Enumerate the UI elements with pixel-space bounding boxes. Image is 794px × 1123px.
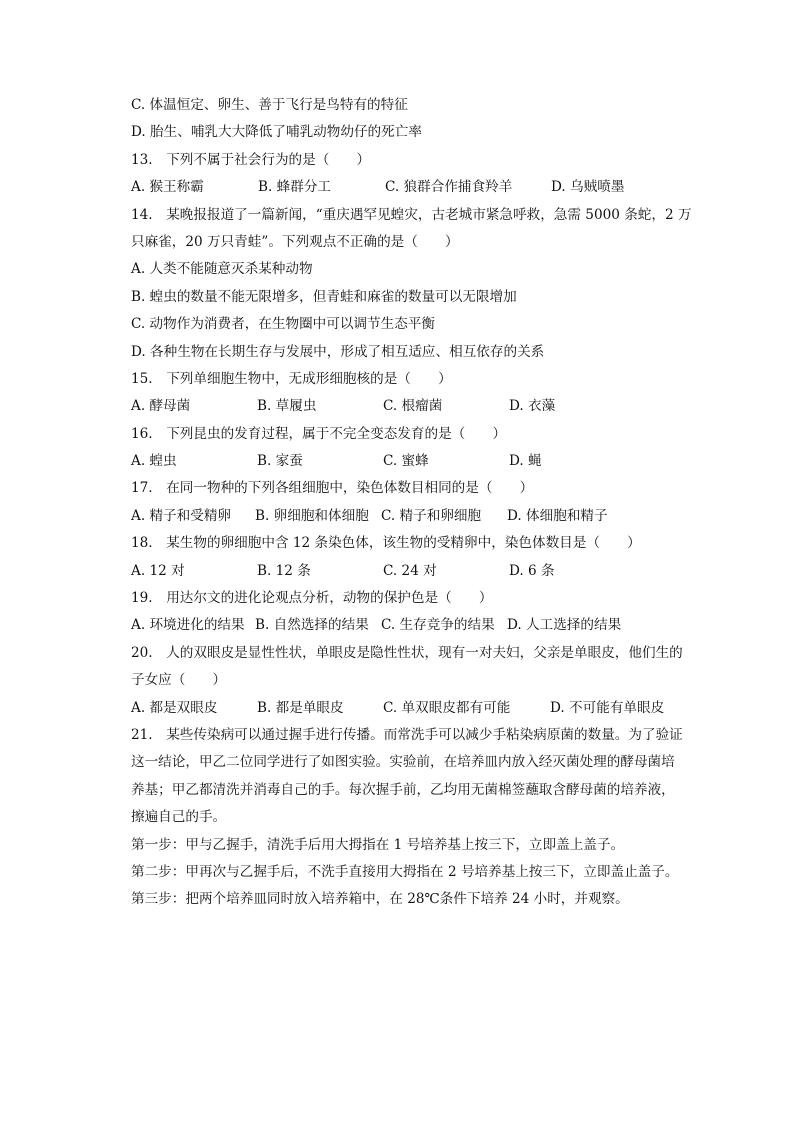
question-20-options: [131, 695, 691, 722]
question-18-options: [131, 558, 691, 585]
option-b: B. 蝗虫的数量不能无限增多，但青蛙和麻雀的数量可以无限增加: [131, 288, 517, 305]
option-line: D. 胎生、哺乳大大降低了哺乳动物幼仔的死亡率: [131, 124, 422, 141]
option-a: A. 都是双眼皮: [131, 699, 218, 716]
option-c: C. 根瘤菌: [383, 398, 443, 415]
question-19-options: [131, 612, 691, 639]
option-b: B. 草履虫: [257, 398, 317, 415]
option-b: B. 自然选择的结果: [255, 617, 369, 634]
question-17-options: [131, 503, 691, 530]
option-a: A. 蝗虫: [131, 453, 177, 470]
question-19-stem: 19. 用达尔文的进化论观点分析，动物的保护色是（ ）: [131, 590, 493, 607]
option-b: B. 卵细胞和体细胞: [255, 507, 369, 524]
option-c: C. 精子和卵细胞: [381, 507, 482, 524]
question-20-stem-line: 20. 人的双眼皮是显性性状，单眼皮是隐性性状，现有一对夫妇，父亲是单眼皮，他们生的: [131, 644, 683, 661]
option-a: A. 人类不能随意灭杀某种动物: [131, 261, 313, 278]
option-c: C. 24 对: [383, 562, 437, 579]
experiment-step: 第三步：把两个培养皿同时放入培养箱中，在 28℃条件下培养 24 小时，并观察。: [131, 891, 629, 908]
question-21-stem-line: 养基；甲乙都清洗并消毒自己的手。每次握手前，乙均用无菌棉签蘸取含酵母菌的培养液，: [131, 781, 675, 798]
option-c: C. 狼群合作捕食羚羊: [385, 179, 513, 196]
option-a: A. 猴王称霸: [131, 179, 204, 196]
question-21-stem-line: 21. 某些传染病可以通过握手进行传播。而常洗手可以减少手粘染病原菌的数量。为了验证: [131, 726, 683, 743]
option-d: D. 衣藻: [509, 398, 556, 415]
question-17-stem: 17. 在同一物种的下列各组细胞中，染色体数目相同的是（ ）: [131, 480, 534, 497]
question-13-options: [131, 174, 691, 201]
option-line: C. 体温恒定、卵生、善于飞行是鸟特有的特征: [131, 97, 408, 113]
question-13-stem: 13. 下列不属于社会行为的是（ ）: [131, 151, 371, 168]
option-c: C. 生存竞争的结果: [381, 617, 495, 634]
question-14-stem-line: 只麻雀，20 万只青蛙”。下列观点不正确的是（ ）: [131, 233, 459, 250]
option-c: C. 蜜蜂: [383, 453, 429, 470]
option-d: D. 体细胞和精子: [507, 507, 608, 524]
option-a: A. 精子和受精卵: [131, 507, 232, 524]
document-page: [131, 92, 691, 914]
option-c: C. 单双眼皮都有可能: [383, 699, 511, 716]
question-15-stem: 15. 下列单细胞生物中，无成形细胞核的是（ ）: [131, 370, 452, 387]
option-b: B. 都是单眼皮: [257, 699, 344, 716]
experiment-step: 第一步：甲与乙握手，清洗手后用大拇指在 1 号培养基上按三下，立即盖上盖子。: [131, 836, 625, 853]
question-21-stem-line: 这一结论，甲乙二位同学进行了如图实验。实验前，在培养皿内放入经灭菌处理的酵母菌培: [131, 754, 675, 771]
question-18-stem: 18. 某生物的卵细胞中含 12 条染色体，该生物的受精卵中，染色体数目是（ ）: [131, 535, 641, 552]
option-d: D. 蝇: [509, 453, 542, 470]
experiment-step: 第二步：甲再次与乙握手后，不洗手直接用大拇指在 2 号培养基上按三下，立即盖止盖子。: [131, 863, 679, 880]
option-b: B. 蜂群分工: [258, 179, 332, 196]
option-d: D. 各种生物在长期生存与发展中，形成了相互适应、相互依存的关系: [131, 343, 545, 360]
option-d: D. 人工选择的结果: [507, 617, 622, 634]
question-20-stem-line: 子女应（ ）: [131, 672, 227, 689]
question-16-options: [131, 448, 691, 475]
option-a: A. 12 对: [131, 562, 185, 579]
option-d: D. 乌贼喷墨: [551, 179, 625, 196]
question-15-options: [131, 393, 691, 420]
question-21-stem-line: 擦遍自己的手。: [131, 809, 227, 826]
option-d: D. 不可能有单眼皮: [550, 699, 665, 716]
option-a: A. 环境进化的结果: [131, 617, 245, 634]
option-b: B. 家蚕: [257, 453, 303, 470]
option-c: C. 动物作为消费者，在生物圈中可以调节生态平衡: [131, 316, 436, 333]
option-d: D. 6 条: [509, 562, 555, 579]
option-a: A. 酵母菌: [131, 398, 191, 415]
question-16-stem: 16. 下列昆虫的发育过程，属于不完全变态发育的是（ ）: [131, 425, 507, 442]
question-14-stem-line: 14. 某晚报报道了一篇新闻，“重庆遇罕见蝗灾，古老城市紧急呼救，急需 5000 条蛇，2 万: [131, 206, 692, 223]
option-b: B. 12 条: [257, 562, 311, 579]
